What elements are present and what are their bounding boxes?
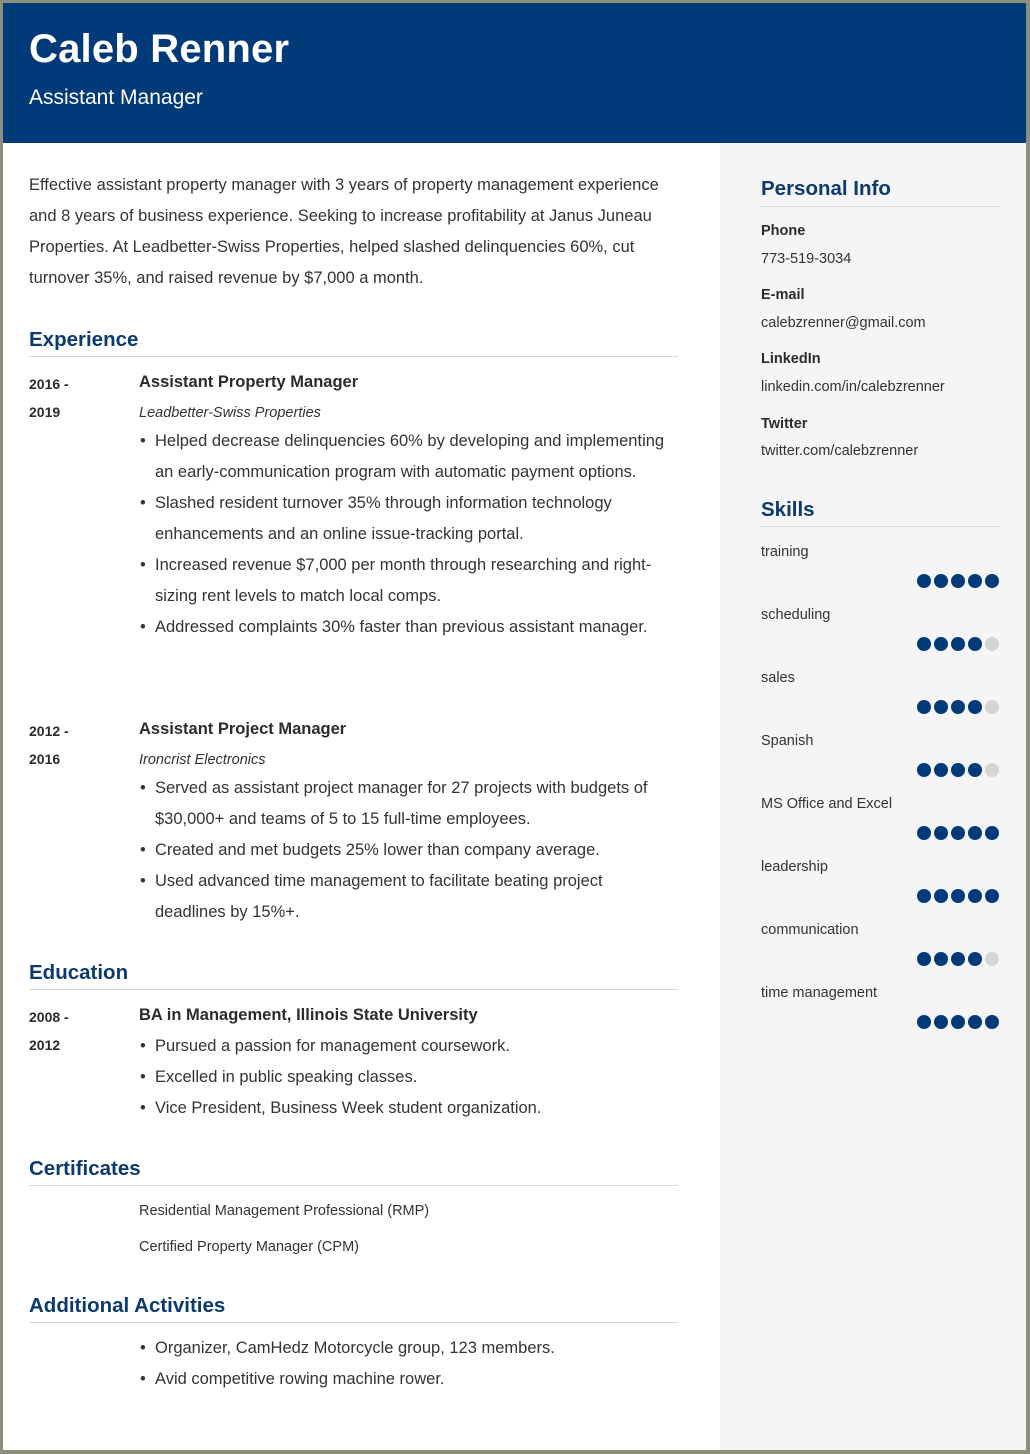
education-divider [29,989,678,990]
rating-dot-filled [934,826,948,840]
skills-divider [761,526,1001,527]
rating-dot-filled [968,637,982,651]
rating-dot-filled [934,763,948,777]
list-item: • Excelled in public speaking classes. [139,1062,669,1093]
skill-name: Spanish [761,733,814,749]
job-company: Ironcrist Electronics [139,752,266,768]
rating-dot-filled [985,889,999,903]
job-company: Leadbetter-Swiss Properties [139,405,321,421]
rating-dot-empty [985,763,999,777]
rating-dot-filled [951,637,965,651]
phone-value: 773-519-3034 [761,251,852,267]
job-date-start: 2016 - [29,376,69,392]
rating-dot-filled [917,763,931,777]
rating-dot-filled [934,889,948,903]
job-bullets [139,773,669,928]
skill-name: sales [761,670,795,686]
education-heading: Education [29,961,129,984]
rating-dot-filled [951,952,965,966]
certificate-item: Residential Management Professional (RMP) [139,1203,430,1219]
rating-dot-filled [985,826,999,840]
rating-dot-filled [951,574,965,588]
rating-dot-filled [934,574,948,588]
rating-dot-empty [985,952,999,966]
rating-dot-filled [968,763,982,777]
activities-heading: Additional Activities [29,1294,226,1317]
list-item: • Organizer, CamHedz Motorcycle group, 123 members. [139,1333,669,1364]
phone-label: Phone [761,223,806,239]
rating-dot-filled [917,1015,931,1029]
list-item: • Pursued a passion for management coursework. [139,1031,669,1062]
list-item: • Increased revenue $7,000 per month through researching and right-sizing rent levels to match local comps. [139,550,669,612]
skill-rating [917,952,1007,966]
skill-rating [917,1015,1007,1029]
experience-heading: Experience [29,328,139,351]
education-date-start: 2008 - [29,1009,69,1025]
rating-dot-filled [985,1015,999,1029]
job-date-start: 2012 - [29,723,69,739]
skill-name: time management [761,985,878,1001]
rating-dot-filled [968,952,982,966]
list-item: • Created and met budgets 25% lower than company average. [139,835,669,866]
rating-dot-filled [917,889,931,903]
education-dates [29,1003,109,1059]
rating-dot-filled [968,1015,982,1029]
job-date-end: 2019 [29,404,61,420]
education-date-end: 2012 [29,1037,61,1053]
twitter-label: Twitter [761,416,808,432]
rating-dot-filled [951,826,965,840]
job-dates [29,370,109,426]
activities-bullets [139,1333,669,1395]
list-item: • Slashed resident turnover 35% through information technology enhancements and an online issue-tracking portal. [139,488,669,550]
personal-info-heading: Personal Info [761,177,891,200]
rating-dot-filled [968,700,982,714]
resume-page [3,3,1026,1450]
skill-name: communication [761,922,859,938]
skill-name: leadership [761,859,828,875]
rating-dot-filled [917,952,931,966]
education-degree: BA in Management, Illinois State University [139,1006,478,1024]
list-item: • Vice President, Business Week student organization. [139,1093,669,1124]
skill-rating [917,889,1007,903]
rating-dot-filled [917,700,931,714]
linkedin-value[interactable]: linkedin.com/in/calebzrenner [761,379,945,395]
rating-dot-filled [985,574,999,588]
rating-dot-filled [968,826,982,840]
skill-name: MS Office and Excel [761,796,893,812]
skill-name: scheduling [761,607,831,623]
list-item: • Used advanced time management to facilitate beating project deadlines by 15%+. [139,866,669,928]
skill-rating [917,637,1007,651]
email-label: E-mail [761,287,805,303]
list-item: • Helped decrease delinquencies 60% by developing and implementing an early-communication program with automatic payment options. [139,426,669,488]
rating-dot-empty [985,637,999,651]
linkedin-label: LinkedIn [761,351,821,367]
rating-dot-filled [951,889,965,903]
education-bullets [139,1031,669,1124]
rating-dot-filled [934,1015,948,1029]
rating-dot-filled [917,574,931,588]
rating-dot-filled [951,700,965,714]
skill-rating [917,700,1007,714]
rating-dot-filled [951,763,965,777]
rating-dot-filled [934,700,948,714]
job-title: Assistant Project Manager [139,720,347,738]
resume-header [3,3,1026,143]
candidate-name: Caleb Renner [29,27,290,71]
certificates-divider [29,1185,678,1186]
skill-name: training [761,544,809,560]
job-title: Assistant Property Manager [139,373,359,391]
rating-dot-filled [917,826,931,840]
skills-heading: Skills [761,498,815,521]
job-date-end: 2016 [29,751,61,767]
skill-rating [917,574,1007,588]
candidate-title: Assistant Manager [29,86,203,109]
rating-dot-empty [985,700,999,714]
experience-divider [29,356,678,357]
rating-dot-filled [951,1015,965,1029]
skill-rating [917,763,1007,777]
job-dates [29,717,109,773]
rating-dot-filled [968,889,982,903]
list-item: • Served as assistant project manager for 27 projects with budgets of $30,000+ and teams of 5 to 15 full-time employees. [139,773,669,835]
twitter-value[interactable]: twitter.com/calebzrenner [761,443,919,459]
sidebar [720,143,1026,1450]
email-value[interactable]: calebzrenner@gmail.com [761,315,926,331]
list-item: • Avid competitive rowing machine rower. [139,1364,669,1395]
activities-divider [29,1322,678,1323]
list-item: • Addressed complaints 30% faster than previous assistant manager. [139,612,669,643]
personal-info-divider [761,206,1001,207]
certificates-heading: Certificates [29,1157,141,1180]
rating-dot-filled [934,637,948,651]
summary-text: Effective assistant property manager with 3 years of property management experience and 8 years of business experience. Seeking to increase profitability at Janus Juneau Properties. At Leadbetter-Swiss Properties, helped slashed delinquencies 60%, cut turnover 35%, and raised revenue by $7,000 a month. [29,176,659,287]
skill-rating [917,826,1007,840]
rating-dot-filled [917,637,931,651]
rating-dot-filled [968,574,982,588]
certificate-item: Certified Property Manager (CPM) [139,1239,359,1255]
job-bullets [139,426,669,643]
rating-dot-filled [934,952,948,966]
